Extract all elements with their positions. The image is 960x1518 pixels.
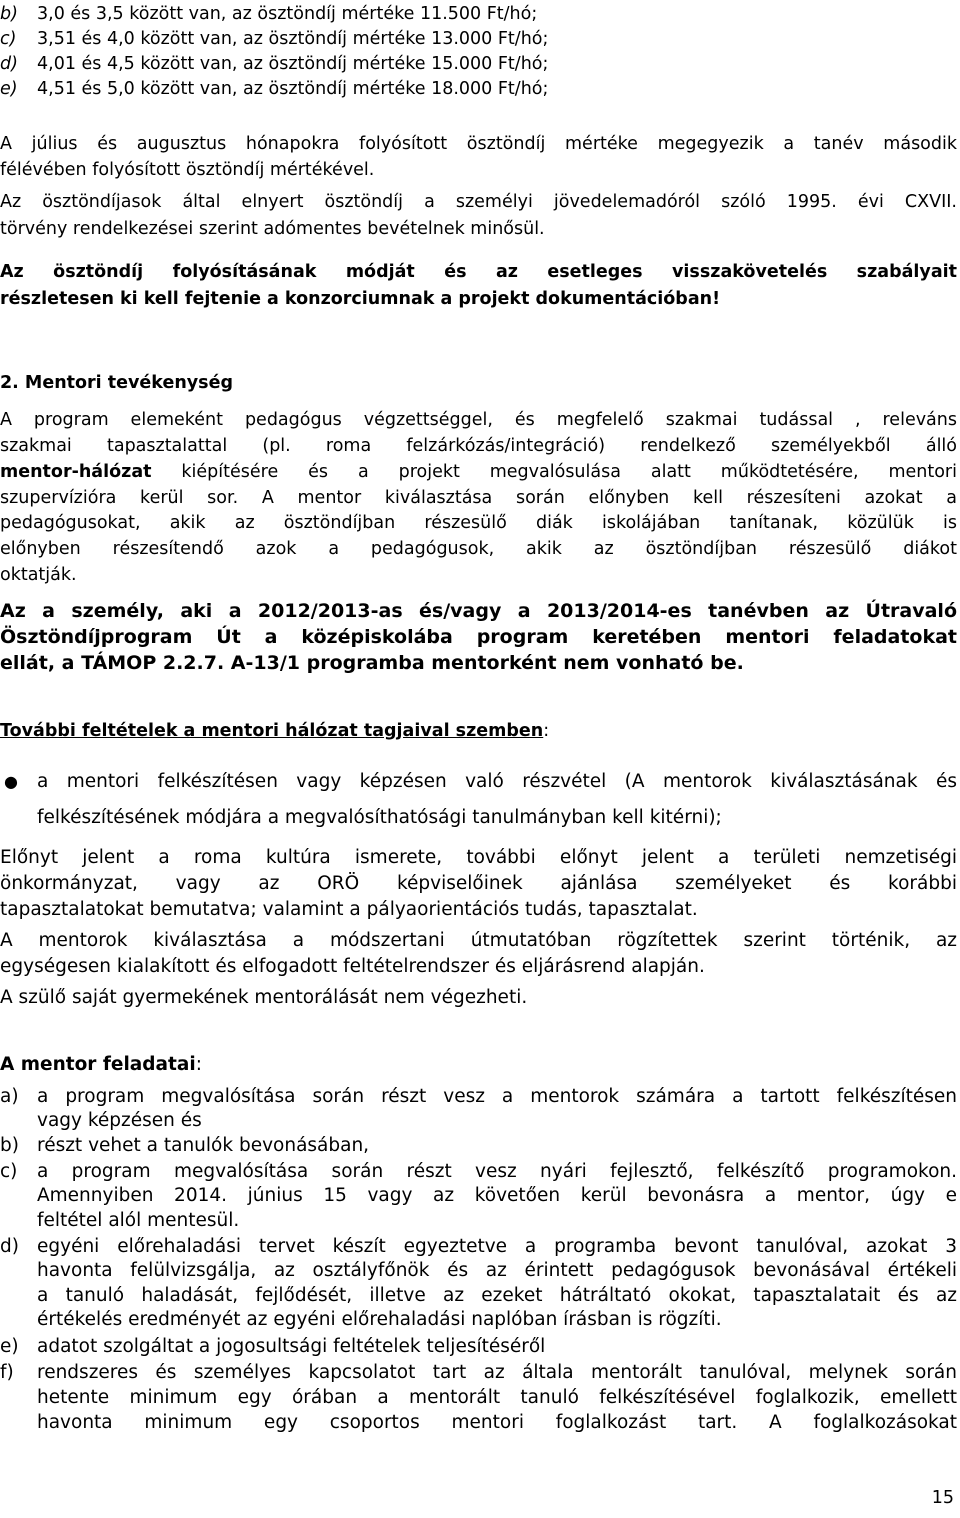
list-marker: c) bbox=[0, 1161, 18, 1182]
list-item: értékelés eredményét az egyéni előrehaladási naplóban írásban is rögzíti. bbox=[37, 1309, 722, 1330]
list-marker: b) bbox=[0, 4, 18, 24]
list-marker: b) bbox=[0, 1135, 19, 1156]
list-marker: f) bbox=[0, 1362, 14, 1383]
text-line: Az ösztöndíj folyósításának módját és az esetleges visszakövetelés szabályait bbox=[0, 262, 957, 282]
list-item: 4,51 és 5,0 között van, az ösztöndíj mértéke 18.000 Ft/hó; bbox=[37, 79, 549, 99]
list-item: 3,0 és 3,5 között van, az ösztöndíj mértéke 11.500 Ft/hó; bbox=[37, 4, 538, 24]
text-line: oktatják. bbox=[0, 565, 77, 585]
further-conditions-heading: További feltételek a mentori hálózat tagjaival szemben: bbox=[0, 721, 550, 741]
list-marker: a) bbox=[0, 1086, 19, 1107]
bullet-icon: ● bbox=[4, 772, 18, 791]
text-line: Előnyt jelent a roma kultúra ismerete, további előnyt jelent a területi nemzetiségi bbox=[0, 847, 957, 868]
list-item: havonta minimum egy csoportos mentori foglalkozást tart. A foglalkozásokat bbox=[37, 1412, 957, 1433]
text-line: törvény rendelkezései szerint adómentes bevételnek minősül. bbox=[0, 219, 545, 239]
list-item: 3,51 és 4,0 között van, az ösztöndíj mértéke 13.000 Ft/hó; bbox=[37, 29, 549, 49]
text-line: A mentorok kiválasztása a módszertani útmutatóban rögzítettek szerint történik, az bbox=[0, 930, 957, 951]
list-item: a mentori felkészítésen vagy képzésen való részvétel (A mentorok kiválasztásának és bbox=[37, 771, 957, 792]
text-line: Ösztöndíjprogram Út a középiskolába program keretében mentori feladatokat bbox=[0, 626, 957, 648]
text-line: szupervízióra kerül sor. A mentor kiválasztása során előnyben kell részesíteni azokat a bbox=[0, 488, 957, 508]
text-line: mentor-hálózat kiépítésére és a projekt megvalósulása alatt működtetésére, mentori bbox=[0, 462, 957, 482]
list-item: vagy képzésen és bbox=[37, 1110, 202, 1131]
tasks-heading: A mentor feladatai: bbox=[0, 1054, 202, 1075]
list-item: adatot szolgáltat a jogosultsági feltételek teljesítéséről bbox=[37, 1336, 546, 1357]
text-line: Az a személy, aki a 2012/2013-as és/vagy a 2013/2014-es tanévben az Útravaló bbox=[0, 600, 957, 622]
mentor-network-term: mentor-hálózat bbox=[0, 462, 152, 482]
list-marker: e) bbox=[0, 79, 18, 99]
list-item: rendszeres és személyes kapcsolatot tart az általa mentorált tanulóval, melynek során bbox=[37, 1362, 957, 1383]
text-line: A július és augusztus hónapokra folyósított ösztöndíj mértéke megegyezik a tanév második bbox=[0, 134, 957, 154]
list-item: a tanuló haladását, fejlődését, illetve az ezeket hátráltató okokat, tapasztalatait és az bbox=[37, 1285, 957, 1306]
text-line: előnyben részesítendő azok a pedagógusok, akik az ösztöndíjban részesülő diákot bbox=[0, 539, 957, 559]
list-item: a program megvalósítása során részt vesz a mentorok számára a tartott felkészítésen bbox=[37, 1086, 957, 1107]
list-item: havonta felülvizsgálja, az osztályfőnök és az érintett pedagógusok bevonásával értékeli bbox=[37, 1260, 957, 1281]
text-line: tapasztalatokat bemutatva; valamint a pályaorientációs tudás, tapasztalat. bbox=[0, 899, 698, 920]
text-line: szakmai tapasztalattal (pl. roma felzárkózás/integráció) rendelkező személyekből álló bbox=[0, 436, 957, 456]
list-item: felkészítésének módjára a megvalósíthatósági tanulmányban kell kitérni); bbox=[37, 807, 722, 828]
parent-paragraph: A szülő saját gyermekének mentorálását nem végezheti. bbox=[0, 987, 528, 1008]
text-line: pedagógusokat, akik az ösztöndíjban részesülő diák iskolájában tanítanak, közülük is bbox=[0, 513, 957, 533]
list-item: feltétel alól mentesül. bbox=[37, 1210, 240, 1231]
text-line: A program elemeként pedagógus végzettséggel, és megfelelő szakmai tudással , releváns bbox=[0, 410, 957, 430]
list-item: egyéni előrehaladási tervet készít egyeztetve a programba bevont tanulóval, azokat 3 bbox=[37, 1236, 957, 1257]
list-item: hetente minimum egy órában a mentorált tanuló felkészítésével foglalkozik, emellett bbox=[37, 1387, 957, 1408]
text-line: Az ösztöndíjasok által elnyert ösztöndíj a személyi jövedelemadóról szóló 1995. évi CXVII. bbox=[0, 192, 957, 212]
page-number: 15 bbox=[931, 1488, 954, 1508]
list-marker: c) bbox=[0, 29, 17, 49]
text-line: önkormányzat, vagy az ORÖ képviselőinek ajánlása személyeket és korábbi bbox=[0, 873, 957, 894]
list-marker: e) bbox=[0, 1336, 19, 1357]
section-heading: 2. Mentori tevékenység bbox=[0, 373, 233, 393]
list-item: részt vehet a tanulók bevonásában, bbox=[37, 1135, 370, 1156]
text-line: egységesen kialakított és elfogadott feltételrendszer és eljárásrend alapján. bbox=[0, 956, 705, 977]
list-marker: d) bbox=[0, 1236, 19, 1257]
list-marker: d) bbox=[0, 54, 18, 74]
list-item: Amennyiben 2014. június 15 vagy az követően kerül bevonásra a mentor, úgy e bbox=[37, 1185, 957, 1206]
list-item: 4,01 és 4,5 között van, az ösztöndíj mértéke 15.000 Ft/hó; bbox=[37, 54, 549, 74]
list-item: a program megvalósítása során részt vesz nyári fejlesztő, felkészítő programokon. bbox=[37, 1161, 957, 1182]
text-line: félévében folyósított ösztöndíj mértékével. bbox=[0, 160, 375, 180]
text-line: ellát, a TÁMOP 2.2.7. A-13/1 programba mentorként nem vonható be. bbox=[0, 652, 744, 674]
text-line: részletesen ki kell fejtenie a konzorciumnak a projekt dokumentációban! bbox=[0, 289, 721, 309]
